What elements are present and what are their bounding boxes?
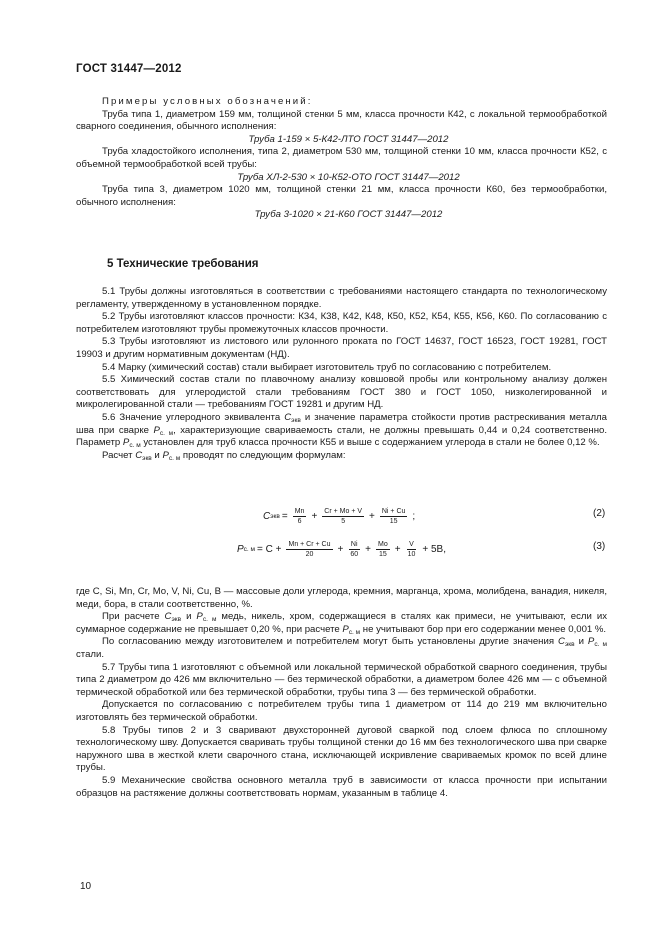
calc2-symbol-c-sub: экв [171, 616, 182, 624]
paragraph-5-7: 5.7 Трубы типа 1 изготовляют с объемной или локальной термической обработкой сварного соединения, трубы типа 2 диаметром до 426 мм включительно — без термической обработки, а диаметром более 426 мм — с объемной термической обработкой или без термической обработки, трубы типа 3 — без термической обработки. [76, 661, 607, 698]
paragraph-5-9: 5.9 Механические свойства основного металла труб в зависимости от класса прочности при испытании образцов на растяжение должны соответствовать нормам, указанным в таблице 4. [76, 774, 607, 799]
formula-2-tail: ; [412, 511, 416, 522]
paragraph-5-4: 5.4 Марку (химический состав) стали выбирает изготовитель труб по согласованию с потребителем. [102, 361, 552, 373]
paragraph-5-8: 5.8 Трубы типов 2 и 3 сваривают двухсторонней дуговой сваркой под слоем флюса по сплошному технологическому шву. Допускается сваривать трубы толщиной стенки до 16 мм без технологического шва при сварке наружного шва в жесткой клети сварочного стана, исключающей искривление свариваемых кромок по всей длине трубы. [76, 724, 607, 774]
calc2-text-d: не учитывают бор при его содержании менее 0,001 %. [360, 623, 607, 635]
formula-3: P с. м = C + $\frac{Mn + Cr + Cu}{20}$ + $\frac{Ni}{60}$ + $\frac{Mo}{15}$ + $\frac{V}{10}$ + 5B, [237, 541, 446, 558]
formula-3-number: (3) [593, 541, 606, 552]
section-body-bottom [76, 586, 607, 800]
formula-2-lhs: C [263, 511, 271, 522]
calc2-symbol-p: P [196, 611, 203, 623]
agree-symbol-p-sub: с. м [594, 641, 607, 649]
calc2-text-a: При расчете [102, 611, 165, 623]
example-3-text: Труба типа 3, диаметром 1020 мм, толщиной стенки 21 мм, класса прочности К60, без термообработки, обычного исполнения: [76, 184, 607, 208]
calc-text-c: проводят по следующим формулам: [180, 449, 346, 461]
formula-2-number: (2) [593, 508, 606, 519]
formula-3-plus-3: + [394, 544, 401, 555]
formula-3-eq: = C + [257, 544, 282, 555]
formula-3-frac-3: $\frac{Mo}{15}$ [377, 541, 388, 558]
p56-text-d: установлен для труб класса прочности К55 и выше с содержанием углерода в стали не более 0,12 %. [140, 437, 600, 449]
paragraph-5-2: 5.2 Трубы изготовляют классов прочности: К34, К38, К42, К48, К50, К52, К54, К55, К56, К60. По согласованию с потребителем изготовляют трубы промежуточных классов прочности. [76, 311, 607, 335]
calc-symbol-p: P [162, 449, 169, 461]
calc2-text-c: медь, никель, хром, содержащиеся в сталях как примеси, не учитывают, если их суммарное содержание не превышает 0,20 %, при расчете [76, 611, 607, 635]
calc-symbol-c: C [135, 449, 143, 461]
symbol-p-sm-sub-2: с. м [129, 442, 141, 450]
symbol-p-sm-sub: с. м [159, 429, 174, 437]
agree-symbol-c: C [558, 636, 565, 648]
p56-text-a: 5.6 Значение углеродного эквивалента [102, 411, 285, 423]
calc2-symbol-p-sub: с. м [202, 616, 217, 624]
calc2-symbol-p-2: P [342, 623, 349, 635]
formula-2-plus-1: + [311, 511, 318, 522]
examples-heading: Примеры условных обозначений: [102, 96, 313, 107]
p56-text-c: , характеризующие свариваемость стали, не должны превышать 0,44 и 0,24 соответственно. Параметр [76, 424, 607, 449]
formula-3-tail: + 5B, [422, 544, 446, 555]
agree-symbol-c-sub: экв [564, 641, 575, 649]
symbol-c-ekv: C [284, 411, 292, 423]
examples-block [76, 96, 607, 222]
agree-text-a: По согласованию между изготовителем и потребителем могут быть установлены другие значения [102, 636, 559, 648]
section-body-top [76, 286, 607, 462]
agree-text-b: и [574, 636, 588, 648]
document-header: ГОСТ 31447—2012 [76, 63, 182, 75]
formula-2-frac-2: $\frac{Cr + Mo + V}{5}$ [324, 508, 363, 525]
symbol-c-ekv-sub: экв [291, 416, 301, 424]
calc2-symbol-p-sub-2: с. м [348, 628, 361, 636]
formula-2-eq: = [281, 511, 288, 522]
formula-3-plus-2: + [365, 544, 371, 555]
paragraph-5-6 [76, 412, 607, 450]
calc-text-a: Расчет [102, 449, 136, 461]
paragraph-5-1: 5.1 Трубы должны изготовляться в соответствии с требованиями настоящего стандарта по технологическому регламенту, утвержденному в установленном порядке. [76, 286, 607, 310]
example-2-text: Труба хладостойкого исполнения, типа 2, диаметром 530 мм, толщиной стенки 10 мм, класса прочности К52, с объемной термообработкой всей трубы: [76, 146, 607, 170]
formula-3-plus-1: + [337, 544, 344, 555]
example-1-text: Труба типа 1, диаметром 159 мм, толщиной стенки 5 мм, класса прочности К42, с локальной термообработкой сварного соединения, обычного исполнения: [76, 108, 607, 133]
formula-3-frac-2: $\frac{Ni}{60}$ [350, 541, 359, 558]
agreement-note [76, 636, 607, 661]
calc2-text-b: и [181, 611, 197, 623]
calc-symbol-p-sub: с. м [168, 454, 181, 462]
calc-symbol-c-sub: экв [142, 454, 152, 462]
calc-note [76, 611, 607, 636]
calc2-symbol-c: C [164, 611, 172, 623]
formula-2-plus-2: + [369, 511, 375, 522]
formula-2: C экв = $\frac{Mn}{6}$ + $\frac{Cr + Mo + V}{5}$ + $\frac{Ni + Cu}{15}$ ; [263, 508, 416, 525]
calc-intro [76, 450, 607, 463]
paragraph-5-5: 5.5 Химический состав стали по плавочному анализу ковшовой пробы или контрольному анализу должен соответствовать для углеродистой стали требованиям ГОСТ 380 и ГОСТ 1050, низколегированной и микролегированной стали — требованиям ГОСТ 19281 и другим НД. [76, 374, 607, 411]
paragraph-5-7-note: Допускается по согласованию с потребителем трубы типа 1 диаметром от 114 до 219 мм включительно изготовлять без термической обработки. [76, 699, 607, 723]
symbol-p-sm-2: P [122, 437, 130, 449]
formula-2-frac-3: $\frac{Ni + Cu}{15}$ [381, 508, 406, 525]
formula-3-frac-1: $\frac{Mn + Cr + Cu}{20}$ [288, 541, 331, 558]
formula-3-lhs: P [237, 544, 244, 555]
page-number: 10 [80, 881, 92, 892]
agree-text-c: стали. [76, 648, 105, 660]
paragraph-5-3: 5.3 Трубы изготовляют из листового или рулонного проката по ГОСТ 14637, ГОСТ 16523, ГОСТ 19281, ГОСТ 19903 и другим нормативным документам (НД). [76, 336, 607, 360]
formula-3-frac-4: $\frac{V}{10}$ [407, 541, 416, 558]
example-3-designation: Труба 3-1020 × 21-К60 ГОСТ 31447—2012 [254, 209, 443, 221]
symbol-p-sm: P [153, 424, 160, 436]
calc-text-b: и [151, 449, 163, 461]
p56-text-b: и значение параметра стойкости против растрескивания металла шва при сварке [76, 411, 607, 436]
section-title: 5 Технические требования [107, 258, 259, 270]
agree-symbol-p: P [587, 636, 595, 648]
example-1-designation: Труба 1-159 × 5-К42-ЛТО ГОСТ 31447—2012 [248, 133, 449, 145]
example-2-designation: Труба ХЛ-2-530 × 10-К52-ОТО ГОСТ 31447—2012 [237, 171, 460, 183]
where-clause: где C, Si, Mn, Cr, Mo, V, Ni, Cu, B — массовые доли углерода, кремния, марганца, хрома, молибдена, ванадия, никеля, меди, бора, в стали соответственно, %. [76, 586, 607, 610]
formula-2-frac-1: $\frac{Mn}{6}$ [294, 508, 305, 525]
